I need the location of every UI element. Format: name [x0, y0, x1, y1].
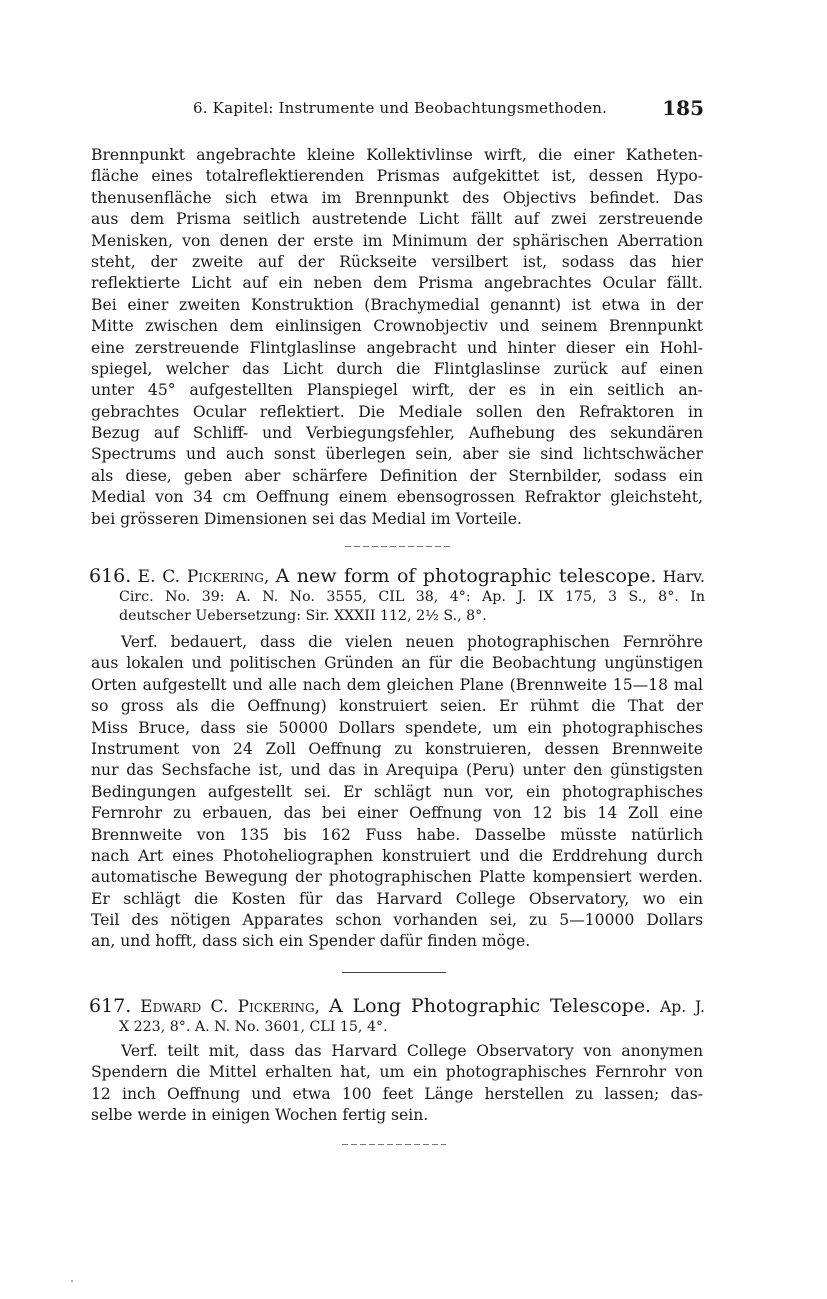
text-line: Mitte zwischen dem einlinsigen Crownobjectiv und seinem Brennpunkt [91, 317, 703, 336]
entry-616-ref-line: Circ. No. 39: A. N. No. 3555, CIL 38, 4°: Ap. J. IX 175, 3 S., 8°. In [119, 589, 705, 605]
entry-617-author: Edward C. Pickering, [140, 997, 321, 1017]
text-line: so gross als die Oeffnung) konstruiert seien. Er rühmt die That der [91, 697, 703, 716]
text-line: Brennweite von 135 bis 162 Fuss habe. Dasselbe müsste natürlich [91, 825, 703, 844]
continued-paragraph [91, 145, 703, 530]
scan-speck [71, 1280, 73, 1282]
text-line: Instrument von 24 Zoll Oeffnung zu konstruieren, dessen Brennweite [91, 739, 703, 758]
text-line: nach Art eines Photoheliographen konstruiert und die Erddrehung durch [91, 846, 703, 865]
text-line: Bezug auf Schliff- und Verbiegungsfehler, Aufhebung des sekundären [91, 424, 703, 443]
text-line: unter 45° aufgestellten Planspiegel wirft, der es in ein seitlich an- [91, 381, 703, 400]
text-line: Teil des nötigen Apparates schon vorhanden sei, zu 5—10000 Dollars [91, 911, 703, 930]
text-line: Medial von 34 cm Oeffnung einem ebensogrossen Refraktor gleichsteht, [91, 488, 703, 507]
entry-616-title: A new form of photographic telescope. [275, 565, 657, 587]
entry-617-ref-line: X 223, 8°. A. N. No. 3601, CLI 15, 4°. [119, 1019, 388, 1035]
entry-617-title-line [89, 996, 705, 1018]
text-line: an, und hofft, dass sich ein Spender dafür finden möge. [91, 932, 531, 951]
text-line: aus lokalen und politischen Gründen an für die Beobachtung ungünstigen [91, 654, 703, 673]
entry-616-number: 616. [89, 565, 132, 587]
text-line: spiegel, welcher das Licht durch die Flintglaslinse zurück auf einen [91, 359, 703, 378]
text-line: Verf. teilt mit, dass das Harvard College Observatory von anonymen [121, 1042, 703, 1060]
entry-616-title-line [89, 566, 705, 588]
text-line: Verf. bedauert, dass die vielen neuen photographischen Fernröhre [121, 633, 703, 651]
entry-616-heading [89, 566, 705, 626]
running-title: 6. Kapitel: Instrumente und Beobachtungsmethoden. [193, 99, 608, 117]
entry-617-number: 617. [89, 995, 132, 1017]
section-divider [342, 1144, 446, 1145]
text-line: Miss Bruce, dass sie 50000 Dollars spendete, um ein photographisches [91, 718, 703, 737]
entry-617-ref-tail: Ap. J. [659, 998, 706, 1016]
entry-617-abstract [91, 1041, 703, 1127]
text-line: bei grösseren Dimensionen sei das Medial im Vorteile. [91, 509, 522, 528]
page-number: 185 [662, 96, 704, 120]
text-line: Er schlägt die Kosten für das Harvard College Observatory, wo ein [91, 889, 703, 908]
text-line: 12 inch Oeffnung und etwa 100 feet Länge herstellen zu lassen; das- [91, 1084, 703, 1103]
text-line: automatische Bewegung der photographischen Platte kompensiert werden. [91, 868, 703, 887]
text-line: Brennpunkt angebrachte kleine Kollektivlinse wirft, die einer Katheten- [91, 146, 703, 164]
entry-617-title: A Long Photographic Telescope. [328, 995, 652, 1017]
section-divider [342, 972, 446, 973]
text-line: fläche eines totalreflektierenden Prismas aufgekittet ist, dessen Hypo- [91, 167, 703, 186]
text-line: gebrachtes Ocular reflektiert. Die Mediale sollen den Refraktoren in [91, 402, 703, 421]
text-line: Bei einer zweiten Konstruktion (Brachymedial genannt) ist etwa in der [91, 295, 703, 314]
text-line: eine zerstreuende Flintglaslinse angebracht und hinter dieser ein Hohl- [91, 338, 703, 357]
text-line: als diese, geben aber schärfere Definition der Sternbilder, sodass ein [91, 466, 703, 485]
text-line: Spendern die Mittel erhalten hat, um ein photographisches Fernrohr von [91, 1063, 703, 1082]
text-line: Menisken, von denen der erste im Minimum der sphärischen Aberration [91, 231, 703, 250]
text-line: Spectrums und auch sonst überlegen sein, aber sie sind lichtschwächer [91, 445, 703, 464]
text-line: reflektierte Licht auf ein neben dem Prisma angebrachtes Ocular fällt. [91, 274, 703, 293]
text-line: nur das Sechsfache ist, und das in Arequipa (Peru) unter den günstigsten [91, 761, 703, 780]
section-divider [345, 546, 451, 547]
text-line: thenusenfläche sich etwa im Brennpunkt des Objectivs befindet. Das [91, 188, 703, 207]
text-line: Orten aufgestellt und alle nach dem gleichen Plane (Brennweite 15—18 mal [91, 675, 703, 694]
text-line: steht, der zweite auf der Rückseite versilbert ist, sodass das hier [91, 252, 703, 271]
text-line: Fernrohr zu erbauen, das bei einer Oeffnung von 12 bis 14 Zoll eine [91, 804, 703, 823]
entry-617-heading [89, 996, 705, 1037]
text-line: Bedingungen aufgestellt sei. Er schlägt nun vor, ein photographisches [91, 782, 703, 801]
entry-616-author: E. C. Pickering, [137, 567, 270, 587]
entry-616-abstract [91, 632, 703, 953]
entry-616-ref-tail: Harv. [662, 568, 705, 586]
page-header [91, 96, 706, 122]
text-line: aus dem Prisma seitlich austretende Licht fällt auf zwei zerstreuende [91, 210, 703, 229]
text-line: selbe werde in einigen Wochen fertig sein. [91, 1106, 429, 1125]
entry-616-ref-line: deutscher Uebersetzung: Sir. XXXII 112, 2½ S., 8°. [119, 608, 487, 624]
